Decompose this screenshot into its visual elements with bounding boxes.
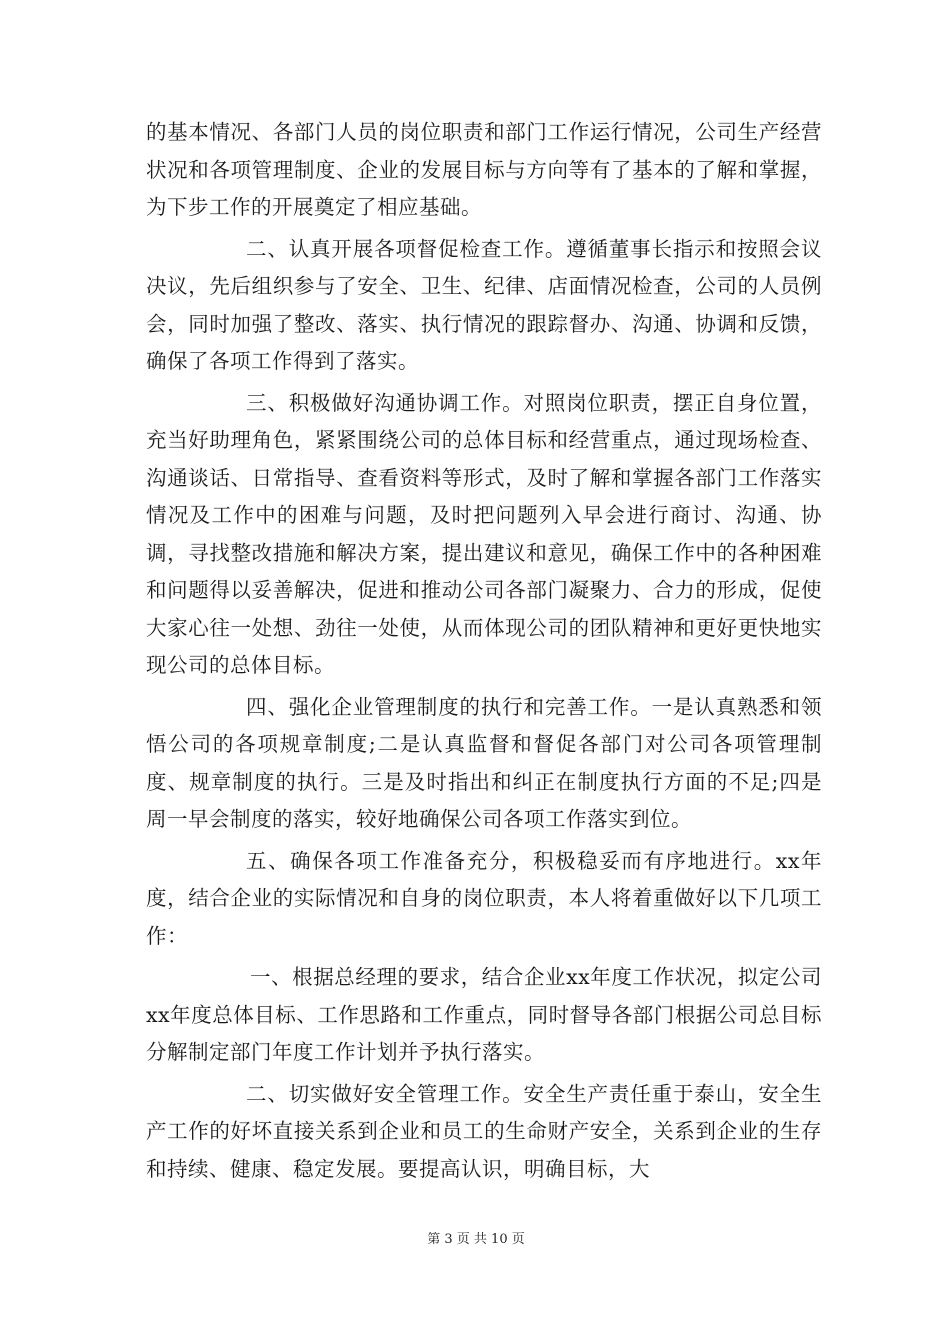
paragraph-section-5: 五、确保各项工作准备充分，积极稳妥而有序地进行。xx年度，结合企业的实际情况和自身的岗位职责，本人将着重做好以下几项工作： bbox=[146, 848, 822, 948]
document-body bbox=[146, 114, 822, 1192]
paragraph-section-3: 三、积极做好沟通协调工作。对照岗位职责，摆正自身位置，充当好助理角色，紧紧围绕公司的总体目标和经营重点，通过现场检查、沟通谈话、日常指导、查看资料等形式，及时了解和掌握各部门工作落实情况及工作中的困难与问题，及时把问题列入早会进行商讨、沟通、协调，寻找整改措施和解决方案，提出建议和意见，确保工作中的各种困难和问题得以妥善解决，促进和推动公司各部门凝聚力、合力的形成，促使大家心往一处想、劲往一处使，从而体现公司的团队精神和更好更快地实现公司的总体目标。 bbox=[146, 390, 822, 677]
paragraph-section-2: 二、认真开展各项督促检查工作。遵循董事长指示和按照会议决议，先后组织参与了安全、卫生、纪律、店面情况检查，公司的人员例会，同时加强了整改、落实、执行情况的跟踪督办、沟通、协调和反馈，确保了各项工作得到了落实。 bbox=[146, 236, 822, 373]
paragraph-plan-2: 二、切实做好安全管理工作。安全生产责任重于泰山，安全生产工作的好坏直接关系到企业和员工的生命财产安全，关系到企业的生存和持续、健康、稳定发展。要提高认识，明确目标，大 bbox=[146, 1081, 822, 1181]
paragraph-plan-1: 一、根据总经理的要求，结合企业xx年度工作状况，拟定公司xx年度总体目标、工作思路和工作重点，同时督导各部门根据公司总目标分解制定部门年度工作计划并予执行落实。 bbox=[146, 965, 822, 1064]
paragraph-continuation: 的基本情况、各部门人员的岗位职责和部门工作运行情况，公司生产经营状况和各项管理制度、企业的发展目标与方向等有了基本的了解和掌握，为下步工作的开展奠定了相应基础。 bbox=[146, 120, 822, 219]
paragraph-section-4: 四、强化企业管理制度的执行和完善工作。一是认真熟悉和领悟公司的各项规章制度;二是认真监督和督促各部门对公司各项管理制度、规章制度的执行。三是及时指出和纠正在制度执行方面的不足;四是周一早会制度的落实，较好地确保公司各项工作落实到位。 bbox=[146, 694, 822, 831]
page-number-footer: 第 3 页 共 10 页 bbox=[427, 1232, 525, 1247]
